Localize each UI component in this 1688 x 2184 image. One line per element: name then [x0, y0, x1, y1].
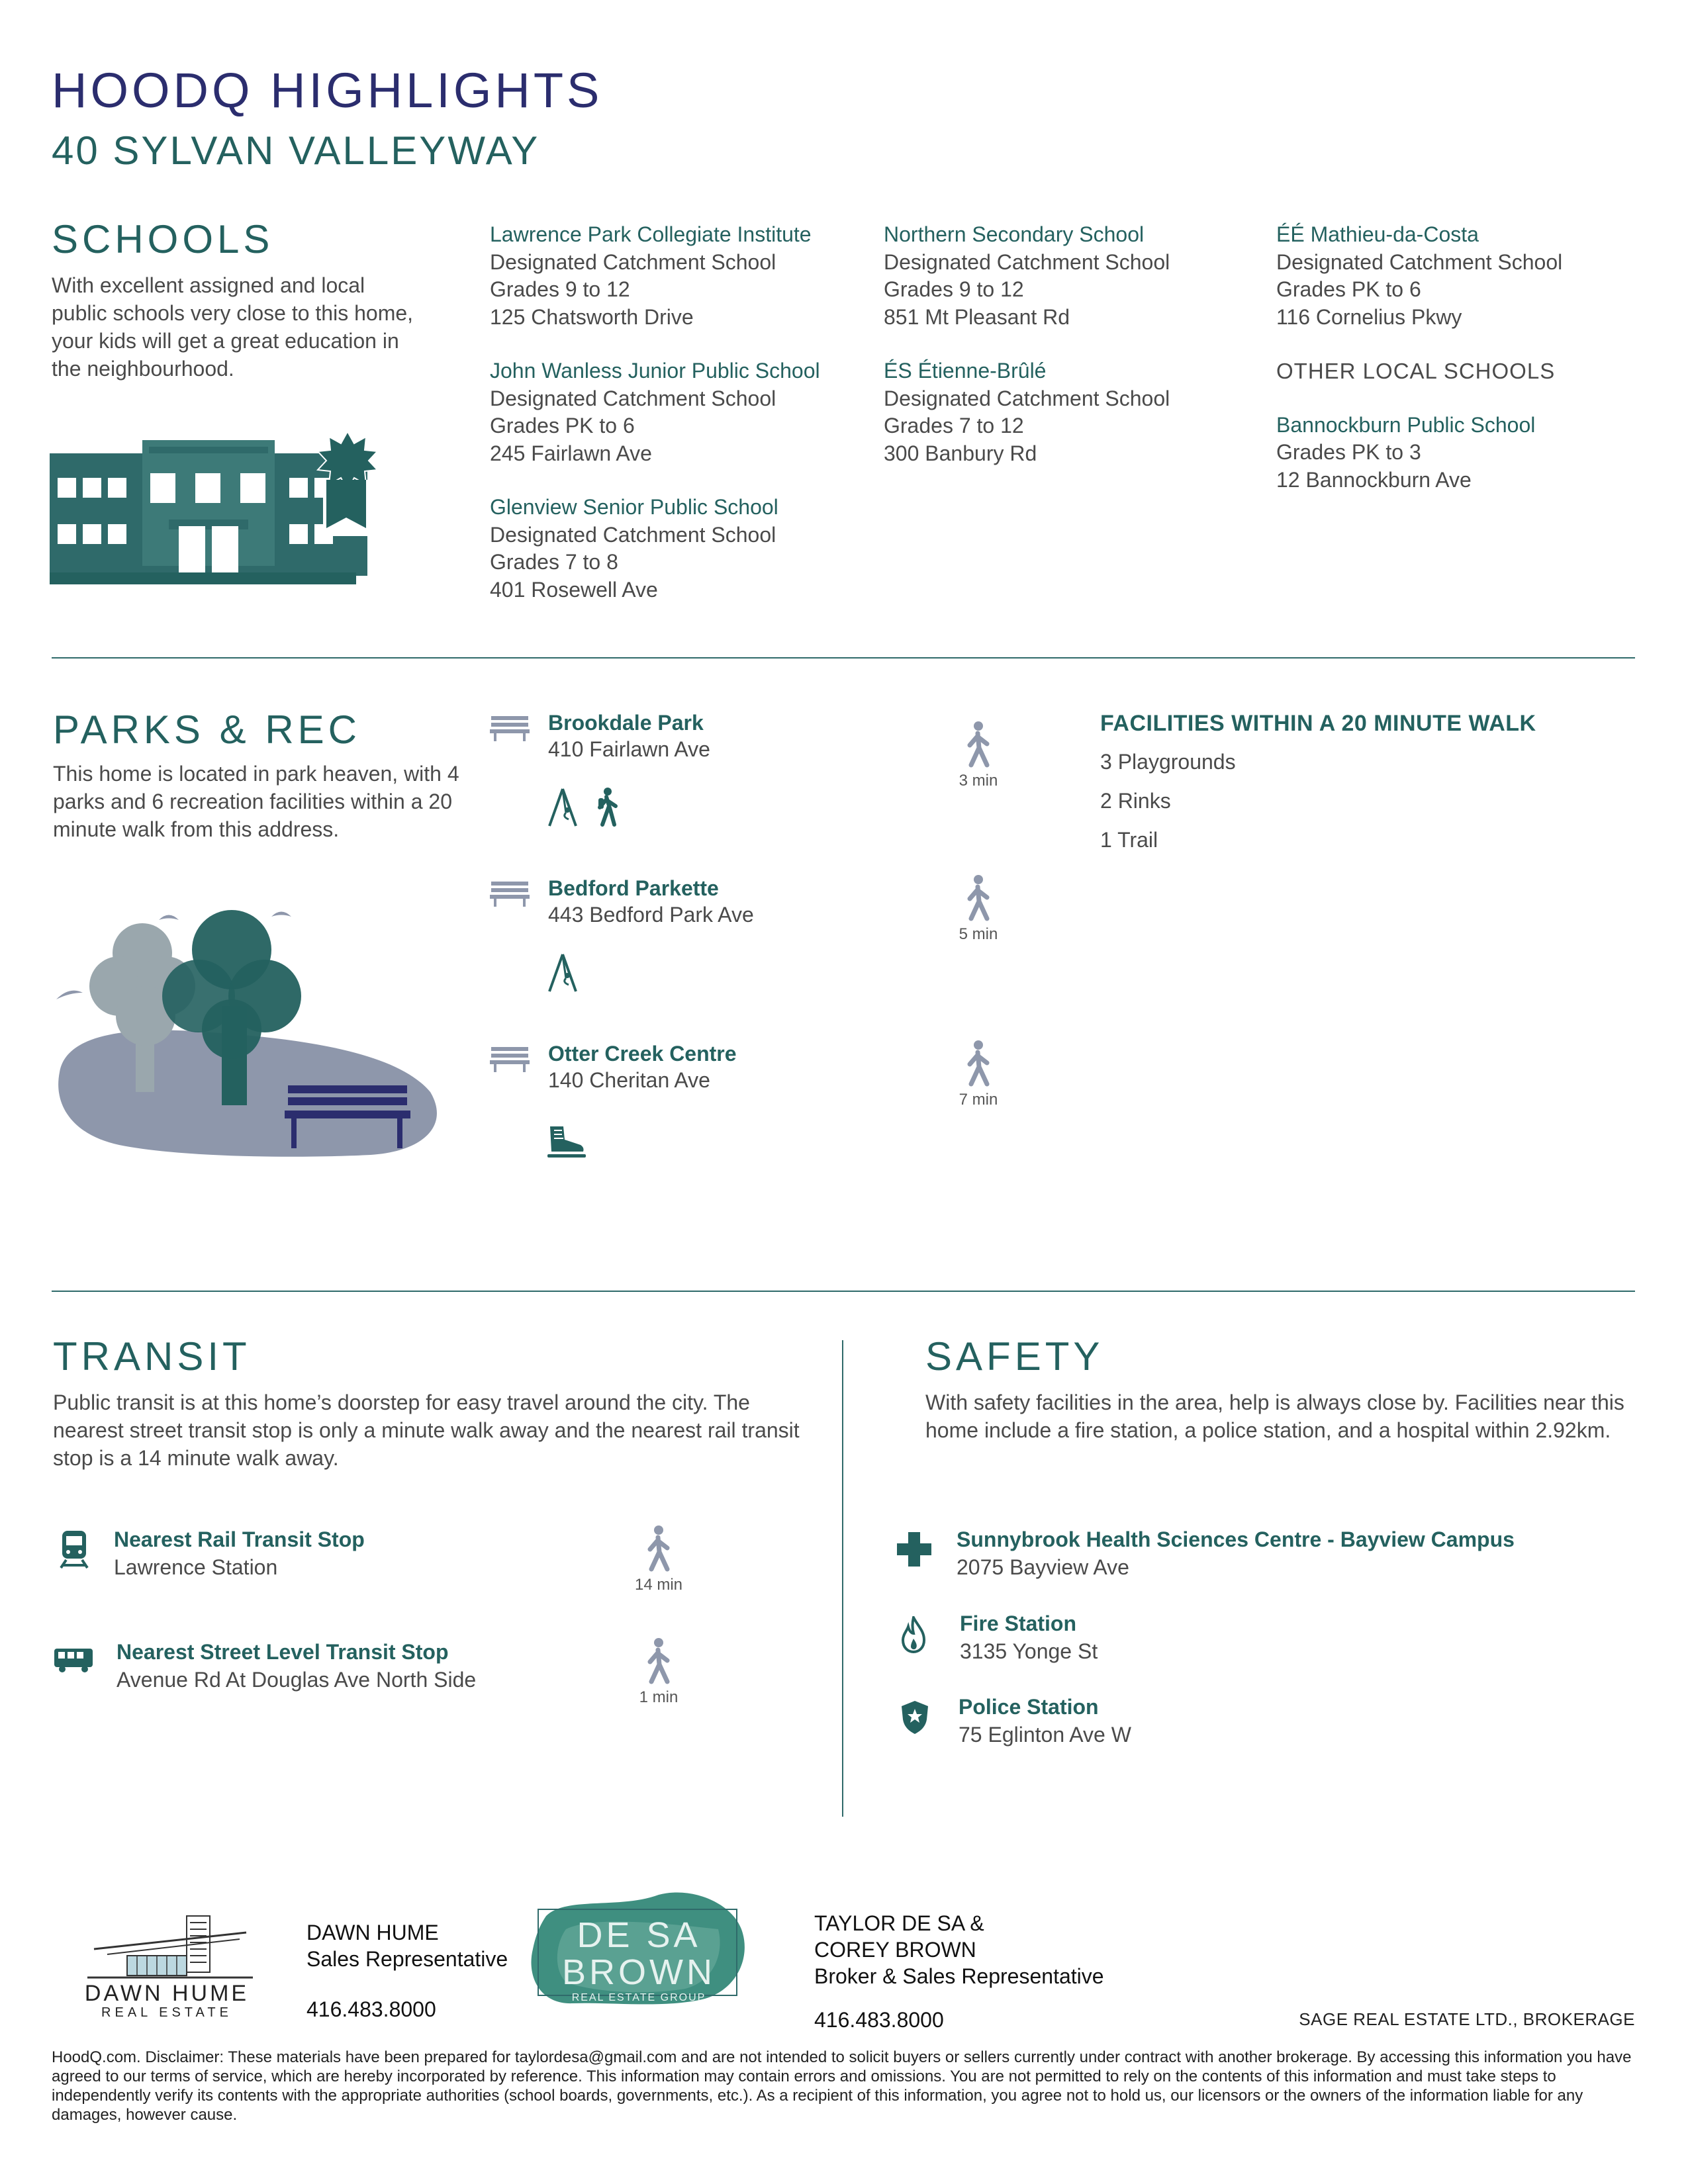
walking-person-icon	[964, 1040, 992, 1087]
school-address: 116 Cornelius Pkwy	[1276, 304, 1462, 329]
playground-swing-icon	[546, 788, 579, 827]
school-name[interactable]: Northern Secondary School	[884, 222, 1145, 246]
school-grades: Grades PK to 6	[490, 414, 635, 437]
bus-icon	[53, 1647, 94, 1674]
school-entry	[884, 357, 1170, 467]
school-entry	[490, 357, 820, 467]
safety-title: SAFETY	[925, 1334, 1104, 1379]
school-name[interactable]: Bannockburn Public School	[1276, 412, 1536, 437]
hospital-cross-icon	[897, 1532, 931, 1567]
agent-role: Broker & Sales Representative	[814, 1964, 1104, 1988]
hiking-trail-icon	[594, 788, 621, 827]
facilities-panel	[1100, 711, 1536, 852]
walk-time-label: 5 min	[959, 925, 998, 943]
walk-time	[945, 721, 1011, 790]
school-type: Designated Catchment School	[490, 250, 776, 274]
logo-text: BROWN	[562, 1952, 716, 1992]
school-entry	[884, 221, 1170, 331]
school-entry	[1276, 412, 1562, 494]
column-divider	[842, 1340, 843, 1817]
park-name[interactable]: Otter Creek Centre	[548, 1042, 737, 1066]
disclaimer: HoodQ.com. Disclaimer: These materials have been prepared for taylordesa@gmail.com and are not intended to solicit buyers or sellers currently under contract with another brokerage. By accessing this information you have agreed to our terms of service, which are hereby incorporated by reference. This information may contain errors and omissions. You are not permitted to rely on the contents of this information and must take steps to independently verify its contents with the appropriate authorities (school boards, governments, etc.). As a recipient of this information, you agree not to hold us, our licensors or the owners of the information liable for any damages, however cause.	[52, 2048, 1632, 2124]
school-grades: Grades 7 to 8	[490, 550, 618, 574]
park-bench-icon	[490, 715, 530, 741]
park-illustration-icon	[53, 900, 444, 1211]
other-schools-title: OTHER LOCAL SCHOOLS	[1276, 359, 1556, 383]
walking-person-icon	[645, 1638, 673, 1684]
walking-person-icon	[645, 1525, 673, 1572]
school-address: 125 Chatsworth Drive	[490, 304, 694, 329]
safety-facility-address: 75 Eglinton Ave W	[959, 1723, 1131, 1747]
agent-role: Sales Representative	[306, 1947, 508, 1971]
transit-stop-name: Lawrence Station	[114, 1555, 278, 1579]
school-entry	[490, 221, 820, 331]
park-name[interactable]: Brookdale Park	[548, 711, 704, 735]
dawn-hume-logo	[61, 1909, 273, 2020]
school-type: Designated Catchment School	[1276, 250, 1563, 274]
school-entry	[490, 494, 820, 604]
park-name[interactable]: Bedford Parkette	[548, 876, 719, 900]
agent-phone[interactable]: 416.483.8000	[306, 1997, 436, 2021]
walk-time-label: 1 min	[639, 1688, 679, 1706]
safety-facility-name[interactable]: Fire Station	[960, 1612, 1077, 1635]
transit-label[interactable]: Nearest Rail Transit Stop	[114, 1527, 365, 1551]
school-address: 245 Fairlawn Ave	[490, 441, 652, 465]
walk-time	[626, 1525, 692, 1594]
school-grades: Grades 7 to 12	[884, 414, 1024, 437]
walking-person-icon	[964, 721, 992, 768]
transit-description: Public transit is at this home’s doorstep for easy travel around the city. The nearest street transit stop is only a minute walk away and the nearest rail transit stop is a 14 minute walk away.	[53, 1390, 800, 1470]
house-logo-icon	[87, 1909, 253, 1982]
safety-description: With safety facilities in the area, help is always close by. Facilities near this home include a fire station, a police station, and a hospital within 2.92km.	[925, 1390, 1624, 1442]
park-address: 410 Fairlawn Ave	[548, 737, 710, 761]
school-type: Designated Catchment School	[490, 522, 776, 547]
school-name[interactable]: ÉÉ Mathieu-da-Costa	[1276, 222, 1479, 246]
agent1-block	[306, 1919, 508, 2023]
property-address: 40 SYLVAN VALLEYWAY	[52, 128, 540, 173]
section-divider	[52, 1291, 1635, 1292]
transit-label[interactable]: Nearest Street Level Transit Stop	[117, 1640, 449, 1664]
park-bench-icon	[490, 1046, 530, 1072]
parks-description: This home is located in park heaven, with 4 parks and 6 recreation facilities within a 20 minute walk from this address.	[53, 762, 459, 841]
park-address: 140 Cheritan Ave	[548, 1068, 710, 1092]
walk-time	[626, 1638, 692, 1707]
playground-swing-icon	[546, 953, 579, 993]
school-type: Designated Catchment School	[490, 386, 776, 410]
school-entry	[1276, 221, 1562, 331]
safety-facility-name[interactable]: Police Station	[959, 1695, 1099, 1719]
school-address: 300 Banbury Rd	[884, 441, 1037, 465]
walk-time-label: 14 min	[634, 1576, 683, 1594]
school-name[interactable]: John Wanless Junior Public School	[490, 359, 820, 383]
school-grades: Grades PK to 6	[1276, 277, 1421, 301]
school-grades: Grades PK to 3	[1276, 440, 1421, 464]
school-address: 851 Mt Pleasant Rd	[884, 304, 1070, 329]
walking-person-icon	[964, 875, 992, 921]
school-building-icon	[50, 424, 381, 589]
train-icon	[60, 1529, 89, 1569]
school-name[interactable]: ÉS Étienne-Brûlé	[884, 359, 1047, 383]
school-type: Designated Catchment School	[884, 386, 1170, 410]
walk-time	[945, 875, 1011, 944]
page-title: HOODQ HIGHLIGHTS	[52, 63, 603, 118]
fire-icon	[900, 1616, 927, 1653]
walk-time	[945, 1040, 1011, 1109]
transit-stop-name: Avenue Rd At Douglas Ave North Side	[117, 1668, 477, 1692]
school-address: 401 Rosewell Ave	[490, 577, 658, 602]
agent-phone[interactable]: 416.483.8000	[814, 2008, 944, 2032]
brokerage-name: SAGE REAL ESTATE LTD., BROKERAGE	[1299, 2009, 1635, 2029]
agent-name: TAYLOR DE SA &	[814, 1911, 984, 1935]
section-divider	[52, 657, 1635, 659]
logo-text: DAWN HUME	[84, 1981, 250, 2006]
schools-description: With excellent assigned and local public schools very close to this home, your kids will get a great education in the neighbourhood.	[52, 273, 414, 381]
school-name[interactable]: Lawrence Park Collegiate Institute	[490, 222, 812, 246]
transit-title: TRANSIT	[53, 1334, 251, 1379]
school-type: Designated Catchment School	[884, 250, 1170, 274]
de-sa-brown-logo	[526, 1889, 751, 2009]
school-name[interactable]: Glenview Senior Public School	[490, 495, 778, 519]
agent-name: COREY BROWN	[814, 1938, 976, 1962]
school-address: 12 Bannockburn Ave	[1276, 467, 1472, 492]
school-grades: Grades 9 to 12	[490, 277, 630, 301]
school-grades: Grades 9 to 12	[884, 277, 1024, 301]
facility-item: 2 Rinks	[1100, 789, 1171, 813]
schools-title: SCHOOLS	[52, 217, 274, 261]
park-bench-icon	[490, 880, 530, 907]
walk-time-label: 3 min	[959, 772, 998, 790]
logo-text: DE SA	[577, 1915, 701, 1955]
park-address: 443 Bedford Park Ave	[548, 903, 754, 927]
safety-facility-address: 2075 Bayview Ave	[957, 1555, 1129, 1579]
safety-facility-address: 3135 Yonge St	[960, 1639, 1098, 1663]
police-shield-icon	[900, 1700, 929, 1735]
ice-skate-icon	[546, 1125, 587, 1160]
parks-title: PARKS & REC	[53, 707, 361, 752]
logo-subtext: REAL ESTATE	[101, 2005, 232, 2020]
facility-item: 3 Playgrounds	[1100, 750, 1236, 774]
facilities-title: FACILITIES WITHIN A 20 MINUTE WALK	[1100, 711, 1536, 736]
logo-subtext: REAL ESTATE GROUP	[571, 1992, 706, 2003]
walk-time-label: 7 min	[959, 1091, 998, 1109]
agent2-block	[814, 1910, 1104, 2033]
safety-facility-name[interactable]: Sunnybrook Health Sciences Centre - Bayview Campus	[957, 1527, 1515, 1551]
agent-name: DAWN HUME	[306, 1921, 439, 1944]
facility-item: 1 Trail	[1100, 828, 1158, 852]
